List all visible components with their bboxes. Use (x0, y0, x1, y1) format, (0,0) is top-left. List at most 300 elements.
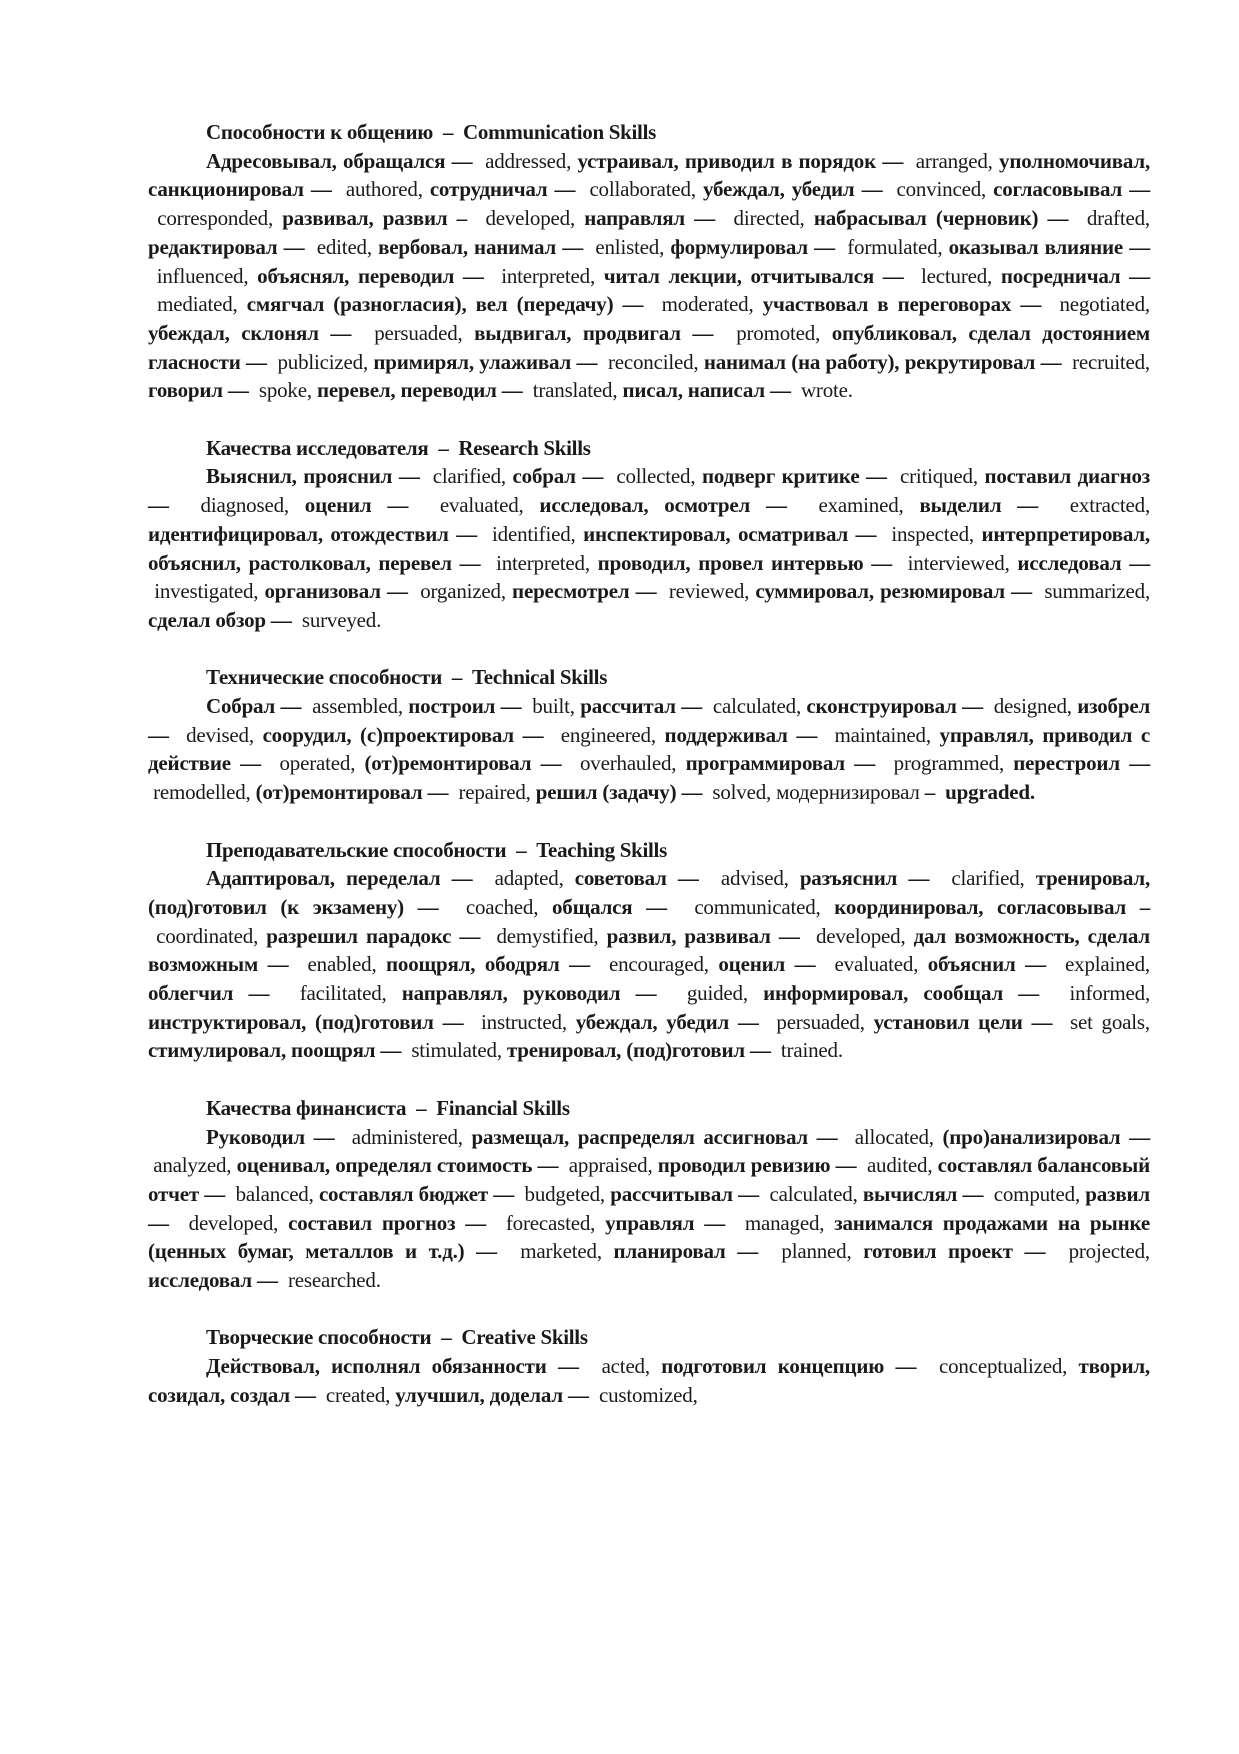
term-separator: — (1025, 952, 1046, 977)
term-en: edited (316, 234, 367, 259)
term-separator: — (459, 923, 481, 948)
term-separator: — (962, 694, 983, 719)
term-ru: читал лекции, отчитывался (603, 263, 875, 288)
term-ru: сконструировал (806, 694, 957, 719)
term-en: informed (1069, 981, 1145, 1006)
skills-section (148, 1094, 1150, 1295)
term-separator: — (1129, 177, 1150, 202)
term-separator: — (554, 177, 576, 202)
term-en: promoted (736, 320, 816, 345)
term-separator: — (677, 866, 699, 891)
heading-en: Research Skills (458, 435, 591, 460)
term-ru: набрасывал (черновик) (813, 206, 1039, 231)
term-separator: — (692, 320, 714, 345)
heading-ru: Творческие способности (206, 1325, 432, 1350)
term-separator: — (895, 1354, 917, 1379)
section-heading (148, 1323, 1150, 1352)
term-separator: — (908, 866, 930, 891)
terms-paragraph: Адаптировал, переделал — adapted, советовал — advised, разъяснил — clarified, тренировал, (под)готовил (к экзамену) — coached, общался — communicated, координировал, согласовывал – coordinated, разрешил парадокс — demystified, развил, развивал — developed, дал возможность, сделал возможным — enabled, поощрял, ободрял — encouraged, оценил — evaluated, объяснил — explained, облегчил — facilitated, направлял, руководил — guided, информировал, сообщал — informed, инструктировал, (под)готовил — instructed, убеждал, убедил — persuaded, установил цели — set goals, стимулировал, поощрял — stimulated, тренировал, (под)готовил — trained. (148, 866, 1151, 1063)
term-separator: — (451, 866, 473, 891)
term-en: remodelled (153, 780, 246, 805)
term-ru: проводил, провел интервью (597, 550, 864, 575)
term-en: collaborated (589, 177, 691, 202)
terms-paragraph: Адресовывал, обращался — addressed, устраивал, приводил в порядок — arranged, уполномочивал, санкционировал — authored, сотрудничал — collaborated, убеждал, убедил — convinced, согласовывал — corresponded, развивал, развил – developed, направлял — directed, набрасывал (черновик) — drafted, редактировал — edited, вербовал, нанимал — enlisted, формулировал — formulated, оказывал влияние — influenced, объяснял, переводил — interpreted, читал лекции, отчитывался — lectured, посредничал — mediated, смягчал (разногласия), вел (передачу) — moderated, участвовал в переговорах — negotiated, убеждал, склонял — persuaded, выдвигал, продвигал — promoted, опубликовал, сделал достоянием гласности — publicized, примирял, улаживал — reconciled, нанимал (на работу), рекрутировал — recruited, говорил — spoke, перевел, переводил — translated, писал, написал — wrote. (148, 148, 1151, 403)
term-en: examined (818, 493, 899, 518)
term-en: enabled (307, 952, 372, 977)
term-ru: выдвигал, продвигал (474, 320, 681, 345)
term-ru: творил, созидал, создал (148, 1354, 1150, 1407)
term-ru: разъяснил (799, 866, 898, 891)
term-ru: согласовывал (993, 177, 1123, 202)
term-ru: поставил диагноз (984, 464, 1151, 489)
term-separator: — (882, 148, 904, 173)
section-heading (148, 1094, 1150, 1123)
term-separator: — (861, 177, 883, 202)
term-en: translated (532, 378, 613, 403)
term-ru: подготовил концепцию (661, 1354, 885, 1379)
term-en: negotiated (1059, 292, 1145, 317)
term-ru: убеждал, убедил (575, 1009, 730, 1034)
term-en: corresponded (157, 206, 268, 231)
term-ru: программировал (685, 751, 845, 776)
term-en: authored (345, 177, 418, 202)
term-en: overhauled (580, 751, 672, 776)
term-separator: — (462, 263, 484, 288)
term-en: audited (866, 1153, 928, 1178)
term-en: appraised (568, 1153, 648, 1178)
skills-section (148, 836, 1150, 1066)
term-separator: — (1024, 1239, 1046, 1264)
term-ru: опубликовал, сделал достоянием гласности (148, 320, 1150, 374)
term-separator: — (646, 894, 667, 919)
term-ru: участвовал в переговорах (762, 292, 1012, 317)
term-en: communicated (694, 894, 816, 919)
term-ru: собрал (512, 464, 576, 489)
term-ru: поддерживал (664, 722, 788, 747)
term-en: interpreted (496, 550, 585, 575)
term-separator: — (882, 263, 904, 288)
term-en: explained (1065, 952, 1145, 977)
term-en: repaired (458, 780, 526, 805)
term-separator: — (427, 780, 449, 805)
term-ru: вычислял (862, 1181, 958, 1206)
term-separator: — (500, 694, 522, 719)
term-en: summarized (1044, 579, 1145, 604)
term-en: extracted (1069, 493, 1145, 518)
term-ru: координировал, согласовывал (834, 894, 1127, 919)
term-en: reconciled (607, 349, 694, 374)
term-ru: нанимал (на работу), рекрутировал (703, 349, 1036, 374)
term-en: coached (465, 894, 534, 919)
term-separator: — (737, 1009, 759, 1034)
term-ru: рассчитывал (610, 1181, 733, 1206)
term-ru: организовал (264, 579, 381, 604)
term-en: drafted (1086, 206, 1145, 231)
term-separator: — (1040, 349, 1062, 374)
term-separator: — (622, 292, 644, 317)
term-ru: решил (задачу) (535, 780, 677, 805)
term-en: persuaded (374, 320, 458, 345)
term-en: stimulated (411, 1038, 497, 1063)
term-ru: оценил (304, 493, 372, 518)
heading-en: Financial Skills (436, 1095, 570, 1120)
term-separator: — (267, 952, 289, 977)
term-ru: оценивал, определял стоимость (236, 1153, 533, 1178)
term-ru: примирял, улаживал (373, 349, 572, 374)
term-en: forecasted (505, 1210, 591, 1235)
term-separator: — (398, 464, 420, 489)
terms-paragraph: Руководил — administered, размещал, распределял ассигновал — allocated, (про)анализировал — analyzed, оценивал, определял стоимость — appraised, проводил ревизию — audited, составлял балансовый отчет — balanced, составлял бюджет — budgeted, рассчитывал — calculated, вычислял — computed, развил — developed, составил прогноз — forecasted, управлял — managed, занимался продажами на рынке (ценных бумаг, металлов и т.д.) — marketed, планировал — planned, готовил проект — projected, исследовал — researched. (148, 1124, 1151, 1293)
term-separator: — (635, 579, 657, 604)
term-en: interpreted (501, 263, 590, 288)
term-en: set goals (1069, 1009, 1145, 1034)
term-ru: модернизировал (776, 780, 920, 805)
term-separator: — (540, 751, 562, 776)
term-ru: Руководил (206, 1124, 305, 1149)
term-ru: исследовал (1017, 550, 1122, 575)
term-separator: — (465, 1210, 487, 1235)
heading-dash: – (438, 435, 449, 460)
term-separator: — (694, 206, 716, 231)
term-ru: вербовал, нанимал (378, 234, 557, 259)
term-en: acted (601, 1354, 645, 1379)
skills-section (148, 1323, 1150, 1409)
term-ru: оказывал влияние (948, 234, 1124, 259)
term-separator: — (283, 234, 305, 259)
heading-en: Creative Skills (461, 1325, 588, 1350)
term-separator: — (562, 234, 584, 259)
term-ru: Собрал (206, 694, 276, 719)
term-separator: — (380, 1038, 402, 1063)
term-separator: — (796, 722, 818, 747)
term-separator: — (245, 349, 267, 374)
section-heading (148, 434, 1150, 463)
term-en: investigated (154, 579, 254, 604)
term-ru: составлял бюджет (318, 1181, 488, 1206)
term-en: guided (686, 981, 743, 1006)
term-ru: суммировал, резюмировал (755, 579, 1005, 604)
term-separator: — (866, 464, 887, 489)
term-ru: готовил проект (863, 1239, 1013, 1264)
term-separator: — (1129, 751, 1151, 776)
term-en: convinced (896, 177, 981, 202)
term-separator: — (778, 923, 800, 948)
term-separator: — (476, 1239, 497, 1264)
term-ru: посредничал (1000, 263, 1121, 288)
heading-dash: – (516, 837, 527, 862)
term-en: surveyed (301, 607, 377, 632)
term-en: developed (188, 1210, 274, 1235)
term-ru: говорил (148, 378, 223, 403)
term-en: coordinated (156, 923, 254, 948)
skills-section (148, 663, 1150, 807)
term-en: managed (744, 1210, 820, 1235)
term-en: budgeted (524, 1181, 600, 1206)
term-ru: составил прогноз (288, 1210, 456, 1235)
term-separator: — (737, 1239, 759, 1264)
term-separator: — (568, 1382, 589, 1407)
term-en: clarified (951, 866, 1020, 891)
term-en: devised (186, 722, 249, 747)
term-en: inspected (891, 521, 969, 546)
term-ru: инспектировал, осматривал (583, 521, 849, 546)
term-ru: инструктировал, (под)готовил (148, 1009, 434, 1034)
term-ru: дал возможность, сделал возможным (148, 923, 1150, 977)
term-en: encouraged (609, 952, 704, 977)
term-separator: — (681, 780, 703, 805)
term-en: influenced (156, 263, 244, 288)
term-separator: — (148, 722, 169, 747)
term-en: maintained (834, 722, 926, 747)
term-separator: — (451, 148, 473, 173)
term-en: marketed (520, 1239, 597, 1264)
term-ru: (про)анализировал (942, 1124, 1121, 1149)
term-ru: установил цели (873, 1009, 1023, 1034)
term-en: allocated (854, 1124, 929, 1149)
term-separator: — (1031, 1009, 1053, 1034)
term-separator: — (501, 378, 523, 403)
term-ru: (от)ремонтировал (364, 751, 532, 776)
term-separator: — (313, 1124, 335, 1149)
term-ru: размещал, распределял ассигновал (471, 1124, 809, 1149)
term-ru: сделал обзор (148, 607, 266, 632)
term-separator: — (738, 1181, 759, 1206)
term-en: evaluated (834, 952, 914, 977)
term-ru: перевел, переводил (316, 378, 497, 403)
term-separator: — (1129, 550, 1151, 575)
term-en: calculated (769, 1181, 853, 1206)
heading-dash: – (416, 1095, 427, 1120)
term-ru: идентифицировал, отождествил (148, 521, 449, 546)
term-ru: советовал (574, 866, 667, 891)
term-ru: занимался продажами на рынке (ценных бумаг, металлов и т.д.) (148, 1210, 1151, 1264)
term-en: engineered (560, 722, 651, 747)
term-separator: — (459, 550, 481, 575)
term-separator: — (148, 1210, 169, 1235)
term-ru: выделил (919, 493, 1002, 518)
term-ru: исследовал, осмотрел (539, 493, 751, 518)
section-heading (148, 663, 1150, 692)
term-separator: — (310, 177, 332, 202)
term-ru: развил (1085, 1181, 1150, 1206)
term-en: clarified (432, 464, 501, 489)
term-separator: — (962, 1181, 984, 1206)
term-separator: — (770, 378, 791, 403)
term-ru: изобрел (1077, 694, 1151, 719)
term-ru: оценил (718, 952, 786, 977)
term-separator: — (681, 694, 703, 719)
heading-en: Teaching Skills (536, 837, 667, 862)
term-ru: Адаптировал, переделал (206, 866, 441, 891)
term-ru: убеждал, склонял (148, 320, 319, 345)
term-en: publicized (277, 349, 363, 374)
term-ru: разрешил парадокс (266, 923, 452, 948)
term-ru: информировал, сообщал (763, 981, 1004, 1006)
heading-ru: Качества исследователя (206, 435, 429, 460)
term-separator: — (1129, 263, 1150, 288)
term-ru: перестроил (1013, 751, 1120, 776)
term-separator: — (522, 722, 544, 747)
term-ru: развил, развивал (606, 923, 771, 948)
term-en: assembled (312, 694, 398, 719)
term-en: mediated (157, 292, 233, 317)
term-separator: — (1017, 493, 1039, 518)
term-separator: — (558, 1354, 579, 1379)
term-en: customized (598, 1382, 693, 1407)
term-en: interviewed (907, 550, 1005, 575)
section-heading (148, 836, 1150, 865)
heading-ru: Способности к общению (206, 120, 434, 144)
term-separator: — (456, 521, 478, 546)
term-en: projected (1068, 1239, 1145, 1264)
skills-section (148, 118, 1150, 405)
term-separator: – (456, 206, 467, 231)
term-ru: объяснил (927, 952, 1016, 977)
term-ru: проводил ревизию (657, 1153, 831, 1178)
term-separator: – (924, 780, 936, 805)
term-ru: общался (551, 894, 633, 919)
term-en: adapted (494, 866, 559, 891)
term-separator: — (294, 1382, 316, 1407)
term-en: computed (993, 1181, 1075, 1206)
term-ru: сотрудничал (429, 177, 548, 202)
term-ru: направлял, руководил (401, 981, 621, 1006)
document-page (148, 118, 1150, 1438)
term-ru: стимулировал, поощрял (148, 1038, 376, 1063)
term-ru: пересмотрел (512, 579, 630, 604)
term-ru: подверг критике (701, 464, 860, 489)
term-ru: управлял, приводил с действие (148, 722, 1151, 776)
term-separator: — (248, 981, 270, 1006)
term-en: developed (485, 206, 570, 231)
heading-dash: – (441, 1325, 452, 1350)
term-en: reviewed (668, 579, 745, 604)
term-en: programmed (893, 751, 999, 776)
term-separator: — (765, 493, 787, 518)
term-ru: Выяснил, прояснил (206, 464, 393, 489)
terms-paragraph: Действовал, исполнял обязанности — acted, подготовил концепцию — conceptualized, творил, созидал, создал — created, улучшил, доделал — customized, (148, 1354, 1150, 1407)
term-en: wrote (800, 378, 848, 403)
term-en: balanced (235, 1181, 309, 1206)
term-ru: редактировал (148, 234, 278, 259)
term-separator: — (855, 521, 877, 546)
term-separator: — (148, 493, 169, 518)
term-separator: — (442, 1009, 464, 1034)
term-separator: — (750, 1038, 771, 1063)
term-en: organized (420, 579, 501, 604)
term-en: researched (287, 1268, 376, 1293)
term-separator: — (270, 607, 292, 632)
term-ru: формулировал (670, 234, 808, 259)
term-en: instructed (481, 1009, 562, 1034)
heading-dash: – (442, 120, 454, 144)
term-separator: — (493, 1181, 515, 1206)
heading-ru: Преподавательские способности (206, 837, 507, 862)
term-en: planned (781, 1239, 847, 1264)
term-en: advised (720, 866, 784, 891)
section-heading (148, 118, 1150, 147)
term-en: addressed (485, 148, 567, 173)
term-ru: направлял (584, 206, 686, 231)
terms-paragraph: Собрал — assembled, построил — built, рассчитал — calculated, сконструировал — designed, изобрел — devised, соорудил, (с)проектировал — engineered, поддерживал — maintained, управлял, приводил с действие — operated, (от)ремонтировал — overhauled, программировал — programmed, перестроил — remodelled, (от)ремонтировал — repaired, решил (задачу) — solved, модернизировал – upgraded. (148, 694, 1151, 805)
term-ru: облегчил (148, 981, 234, 1006)
term-en: built (532, 694, 570, 719)
term-en: identified (492, 521, 571, 546)
term-ru: развивал, развил (282, 206, 448, 231)
term-separator: — (204, 1181, 226, 1206)
term-separator: — (387, 579, 408, 604)
terms-paragraph: Выяснил, прояснил — clarified, собрал — collected, подверг критике — critiqued, поставил диагноз — diagnosed, оценил — evaluated, исследовал, осмотрел — examined, выделил — extracted, идентифицировал, отождествил — identified, инспектировал, осматривал — inspected, интерпретировал, объяснил, растолковал, перевел — interpreted, проводил, провел интервью — interviewed, исследовал — investigated, организовал — organized, пересмотрел — reviewed, суммировал, резюмировал — summarized, сделал обзор — surveyed. (148, 464, 1151, 632)
term-separator: — (1129, 1124, 1150, 1149)
term-ru: смягчал (разногласия), вел (передачу) (246, 292, 614, 317)
term-ru: исследовал (148, 1268, 252, 1293)
term-en: trained (780, 1038, 838, 1063)
term-separator: — (1020, 292, 1042, 317)
term-separator: — (1018, 981, 1040, 1006)
term-ru: построил (408, 694, 496, 719)
term-en: developed (815, 923, 901, 948)
term-en: critiqued (899, 464, 973, 489)
term-separator: — (854, 751, 876, 776)
term-en: conceptualized (939, 1354, 1063, 1379)
term-en: enlisted (595, 234, 660, 259)
term-en: recruited (1072, 349, 1145, 374)
term-ru: рассчитал (580, 694, 676, 719)
term-separator: — (576, 349, 598, 374)
term-en: directed (733, 206, 800, 231)
term-ru: Адресовывал, обращался (206, 148, 446, 173)
term-separator: — (835, 1153, 857, 1178)
term-en: persuaded (776, 1009, 860, 1034)
term-separator: — (330, 320, 352, 345)
skills-section (148, 434, 1150, 635)
term-en: lectured (921, 263, 988, 288)
term-separator: — (582, 464, 604, 489)
term-separator: — (257, 1268, 278, 1293)
term-en: solved (712, 780, 767, 805)
term-separator: — (871, 550, 893, 575)
term-en: moderated (661, 292, 749, 317)
heading-en: Technical Skills (472, 665, 608, 690)
term-ru: писал, написал (622, 378, 765, 403)
term-separator: — (635, 981, 657, 1006)
term-separator: — (814, 234, 835, 259)
term-separator: — (1129, 234, 1151, 259)
term-en: administered (351, 1124, 458, 1149)
term-separator: — (537, 1153, 559, 1178)
term-en: collected (616, 464, 691, 489)
term-en: evaluated (439, 493, 519, 518)
term-ru: устраивал, приводил в порядок (577, 148, 876, 173)
term-en: facilitated (299, 981, 382, 1006)
term-ru: тренировал, (под)готовил (506, 1038, 745, 1063)
term-separator: — (704, 1210, 726, 1235)
term-ru: поощрял, ободрял (386, 952, 560, 977)
term-separator: — (569, 952, 590, 977)
term-separator: — (227, 378, 249, 403)
heading-ru: Качества финансиста (206, 1095, 407, 1120)
term-separator: — (417, 894, 439, 919)
term-ru: Действовал, исполнял обязанности (206, 1354, 547, 1379)
term-ru: уполномочивал, санкционировал (148, 148, 1151, 202)
term-ru: планировал (613, 1239, 726, 1264)
term-separator: – (1139, 894, 1151, 919)
term-separator: — (816, 1124, 838, 1149)
term-ru: (от)ремонтировал (255, 780, 423, 805)
term-en: analyzed (153, 1153, 227, 1178)
term-en: formulated (847, 234, 938, 259)
term-en: designed (993, 694, 1067, 719)
